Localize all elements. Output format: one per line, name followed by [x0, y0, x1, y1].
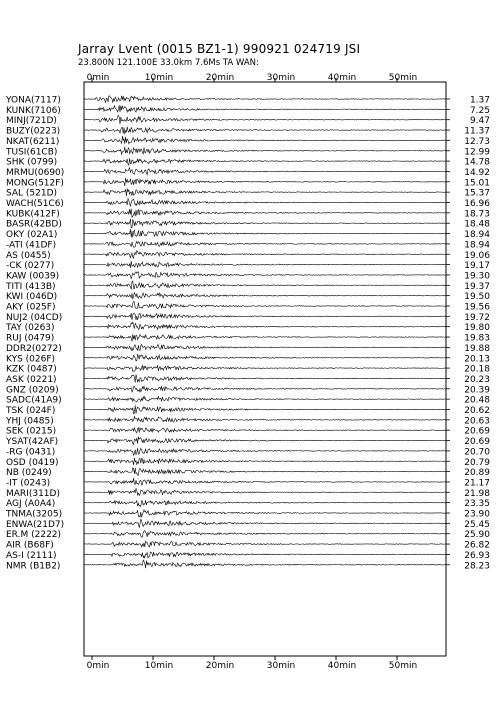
- station-label: AGJ (A0A4): [6, 499, 56, 510]
- station-label: AIR (B68F): [6, 540, 54, 551]
- station-label: -ATI (41DF): [6, 240, 57, 251]
- station-value: 14.92: [464, 167, 490, 178]
- page-title: Jarray Lvent (0015 BZ1-1) 990921 024719 JSI: [78, 42, 361, 56]
- station-label: KUBK(412F): [6, 209, 60, 220]
- station-value: 20.13: [464, 354, 490, 365]
- seismogram-trace: [84, 96, 446, 103]
- seismogram-trace: [84, 241, 446, 247]
- seismogram-trace: [84, 115, 446, 124]
- station-value: 20.23: [464, 374, 490, 385]
- station-label: NB (0249): [6, 468, 52, 479]
- station-label: MINJ(721D): [6, 116, 57, 127]
- station-label: TITI (413B): [6, 281, 56, 292]
- station-value: 20.63: [464, 416, 490, 427]
- station-value: 19.88: [464, 343, 490, 354]
- station-value: 1.37: [469, 95, 490, 106]
- seismogram-trace: [84, 229, 446, 237]
- seismogram-trace: [84, 178, 446, 186]
- station-label: OSD (0419): [6, 457, 59, 468]
- seismogram-trace: [84, 500, 446, 506]
- seismogram-trace: [84, 199, 446, 207]
- seismogram-trace: [84, 189, 446, 197]
- station-label: GNZ (0209): [6, 385, 59, 396]
- station-value: 11.37: [464, 126, 490, 137]
- station-value: 19.37: [464, 281, 490, 292]
- seismogram-trace: [84, 560, 446, 568]
- seismogram-trace: [84, 396, 446, 402]
- seismogram-trace: [84, 365, 446, 371]
- station-label: MRMU(0690): [6, 167, 65, 178]
- seismogram-trace: [84, 147, 446, 155]
- station-label: RUJ (0479): [6, 333, 55, 344]
- event-info: 23.800N 121.100E 33.0km 7.6Ms TA WAN:: [78, 58, 259, 68]
- seismogram-trace: [84, 219, 446, 228]
- tick-label-top: 10min: [144, 73, 174, 83]
- station-label: BASR(42BD): [6, 219, 62, 230]
- seismogram-trace: [84, 127, 446, 134]
- seismogram-trace: [84, 354, 446, 361]
- station-value: 26.82: [464, 540, 490, 551]
- station-value: 16.96: [464, 199, 490, 209]
- seismogram-trace: [84, 428, 446, 433]
- station-value: 19.30: [464, 271, 490, 282]
- tick-label-top: 40min: [327, 73, 357, 83]
- seismogram-trace: [84, 313, 446, 320]
- seismogram-trace: [84, 437, 446, 444]
- station-value: 7.25: [469, 105, 490, 116]
- station-value: 14.78: [464, 157, 490, 168]
- station-value: 19.80: [464, 323, 490, 334]
- station-label: WACH(51C6): [6, 199, 64, 209]
- seismogram-trace: [84, 158, 446, 165]
- station-label: ASK (0221): [6, 374, 57, 385]
- station-value: 18.48: [464, 219, 490, 230]
- seismogram-trace: [84, 374, 446, 382]
- tick-label-top: 30min: [266, 73, 296, 83]
- station-value: 19.06: [464, 250, 490, 261]
- station-label: AS-I (2111): [6, 550, 57, 561]
- station-value: 25.45: [464, 519, 490, 530]
- station-label: KZK (0487): [6, 364, 57, 375]
- seismogram-trace: [84, 293, 446, 299]
- station-label: NUJ2 (04CD): [6, 312, 63, 323]
- station-label: SADC(41A9): [6, 395, 62, 406]
- station-value: 21.98: [464, 488, 490, 499]
- station-value: 26.93: [464, 550, 490, 561]
- station-value: 23.35: [464, 499, 490, 510]
- seismogram-trace: [84, 552, 446, 558]
- seismogram-trace: [84, 386, 446, 392]
- tick-label-bottom: 10min: [144, 661, 174, 671]
- station-value: 20.79: [464, 457, 490, 468]
- seismogram-trace: [84, 478, 446, 485]
- station-value: 20.48: [464, 395, 490, 406]
- seismogram-trace: [84, 272, 446, 279]
- station-value: 9.47: [469, 116, 490, 127]
- station-value: 18.73: [464, 209, 490, 220]
- plot-frame: [84, 82, 446, 656]
- station-label: YSAT(42AF): [6, 437, 59, 448]
- station-value: 20.18: [464, 364, 490, 375]
- station-label: ER.M (2222): [6, 530, 62, 541]
- station-label: YONA(7117): [6, 95, 61, 106]
- station-value: 25.90: [464, 530, 490, 541]
- station-value: 15.37: [464, 188, 490, 199]
- station-label: SAL (521D): [6, 188, 58, 199]
- station-value: 19.83: [464, 333, 490, 344]
- station-value: 12.73: [464, 136, 490, 147]
- seismogram-trace: [84, 281, 446, 289]
- station-value: 20.39: [464, 385, 490, 396]
- tick-label-bottom: 20min: [205, 661, 235, 671]
- seismogram-trace: [84, 510, 446, 517]
- seismogram-trace: [84, 405, 446, 414]
- tick-label-bottom: 30min: [266, 661, 296, 671]
- tick-label-bottom: 40min: [327, 661, 357, 671]
- seismogram-trace: [84, 322, 446, 329]
- station-value: 19.56: [464, 302, 490, 313]
- station-label: ENWA(21D7): [6, 519, 65, 530]
- station-value: 18.94: [464, 230, 490, 241]
- seismogram-trace: [84, 334, 446, 341]
- tick-label-top: 50min: [388, 73, 418, 83]
- station-label: DDR2(0272): [6, 343, 62, 354]
- station-value: 20.62: [464, 406, 490, 416]
- seismogram-trace: [84, 105, 446, 112]
- station-label: TAY (0263): [6, 323, 55, 334]
- station-label: SHK (0799): [6, 157, 58, 168]
- station-label: NMR (B1B2): [6, 561, 61, 572]
- station-label: YHJ (0485): [6, 416, 54, 427]
- seismogram-trace: [84, 416, 446, 422]
- station-label: -IT (0243): [6, 478, 51, 489]
- seismogram-trace: [84, 458, 446, 465]
- station-label: TNMA(3205): [6, 509, 63, 520]
- station-label: -CK (0277): [6, 261, 55, 272]
- tick-label-top: 20min: [205, 73, 235, 83]
- seismogram-trace: [84, 344, 446, 350]
- station-value: 20.89: [464, 468, 490, 479]
- station-label: TUSI(61CB): [6, 147, 58, 158]
- station-value: 12.99: [464, 147, 490, 158]
- seismogram-trace: [84, 251, 446, 259]
- station-label: KUNK(7106): [6, 105, 61, 116]
- seismogram-trace: [84, 209, 446, 218]
- station-label: MONG(512F): [6, 178, 64, 189]
- seismogram-trace: [84, 468, 446, 475]
- station-value: 15.01: [464, 178, 490, 189]
- seismogram-trace: [84, 302, 446, 309]
- station-label: KYS (026F): [6, 354, 56, 365]
- seismogram-trace: [84, 488, 446, 495]
- tick-label-top: 0min: [86, 73, 110, 83]
- tick-label-bottom: 0min: [86, 661, 110, 671]
- station-value: 21.17: [464, 478, 490, 489]
- seismogram-trace: [84, 261, 446, 268]
- station-value: 19.17: [464, 261, 490, 272]
- station-value: 19.50: [464, 292, 490, 303]
- seismogram-trace: [84, 448, 446, 455]
- station-label: -RG (0431): [6, 447, 56, 458]
- station-label: BUZY(0223): [6, 126, 61, 137]
- station-label: NKAT(6211): [6, 136, 60, 147]
- seismogram-trace: [84, 136, 446, 144]
- station-value: 28.23: [464, 561, 490, 572]
- seismogram-trace: [84, 541, 446, 547]
- station-label: SEK (0215): [6, 426, 57, 437]
- station-value: 20.69: [464, 426, 490, 437]
- station-value: 18.94: [464, 240, 490, 251]
- station-label: OKY (02A1): [6, 230, 58, 241]
- tick-label-bottom: 50min: [388, 661, 418, 671]
- station-label: AS (0455): [6, 250, 51, 261]
- station-label: KAW (0039): [6, 271, 60, 282]
- station-label: KWI (046D): [6, 292, 58, 303]
- seismogram-trace: [84, 519, 446, 528]
- seismogram-trace: [84, 530, 446, 537]
- station-value: 20.69: [464, 437, 490, 448]
- station-value: 19.72: [464, 312, 490, 323]
- station-label: MARI(311D): [6, 488, 60, 499]
- station-value: 20.70: [464, 447, 490, 458]
- seismogram-trace: [84, 168, 446, 175]
- station-label: AKY (025F): [6, 302, 56, 313]
- station-value: 23.90: [464, 509, 490, 520]
- station-label: TSK (024F): [6, 406, 56, 416]
